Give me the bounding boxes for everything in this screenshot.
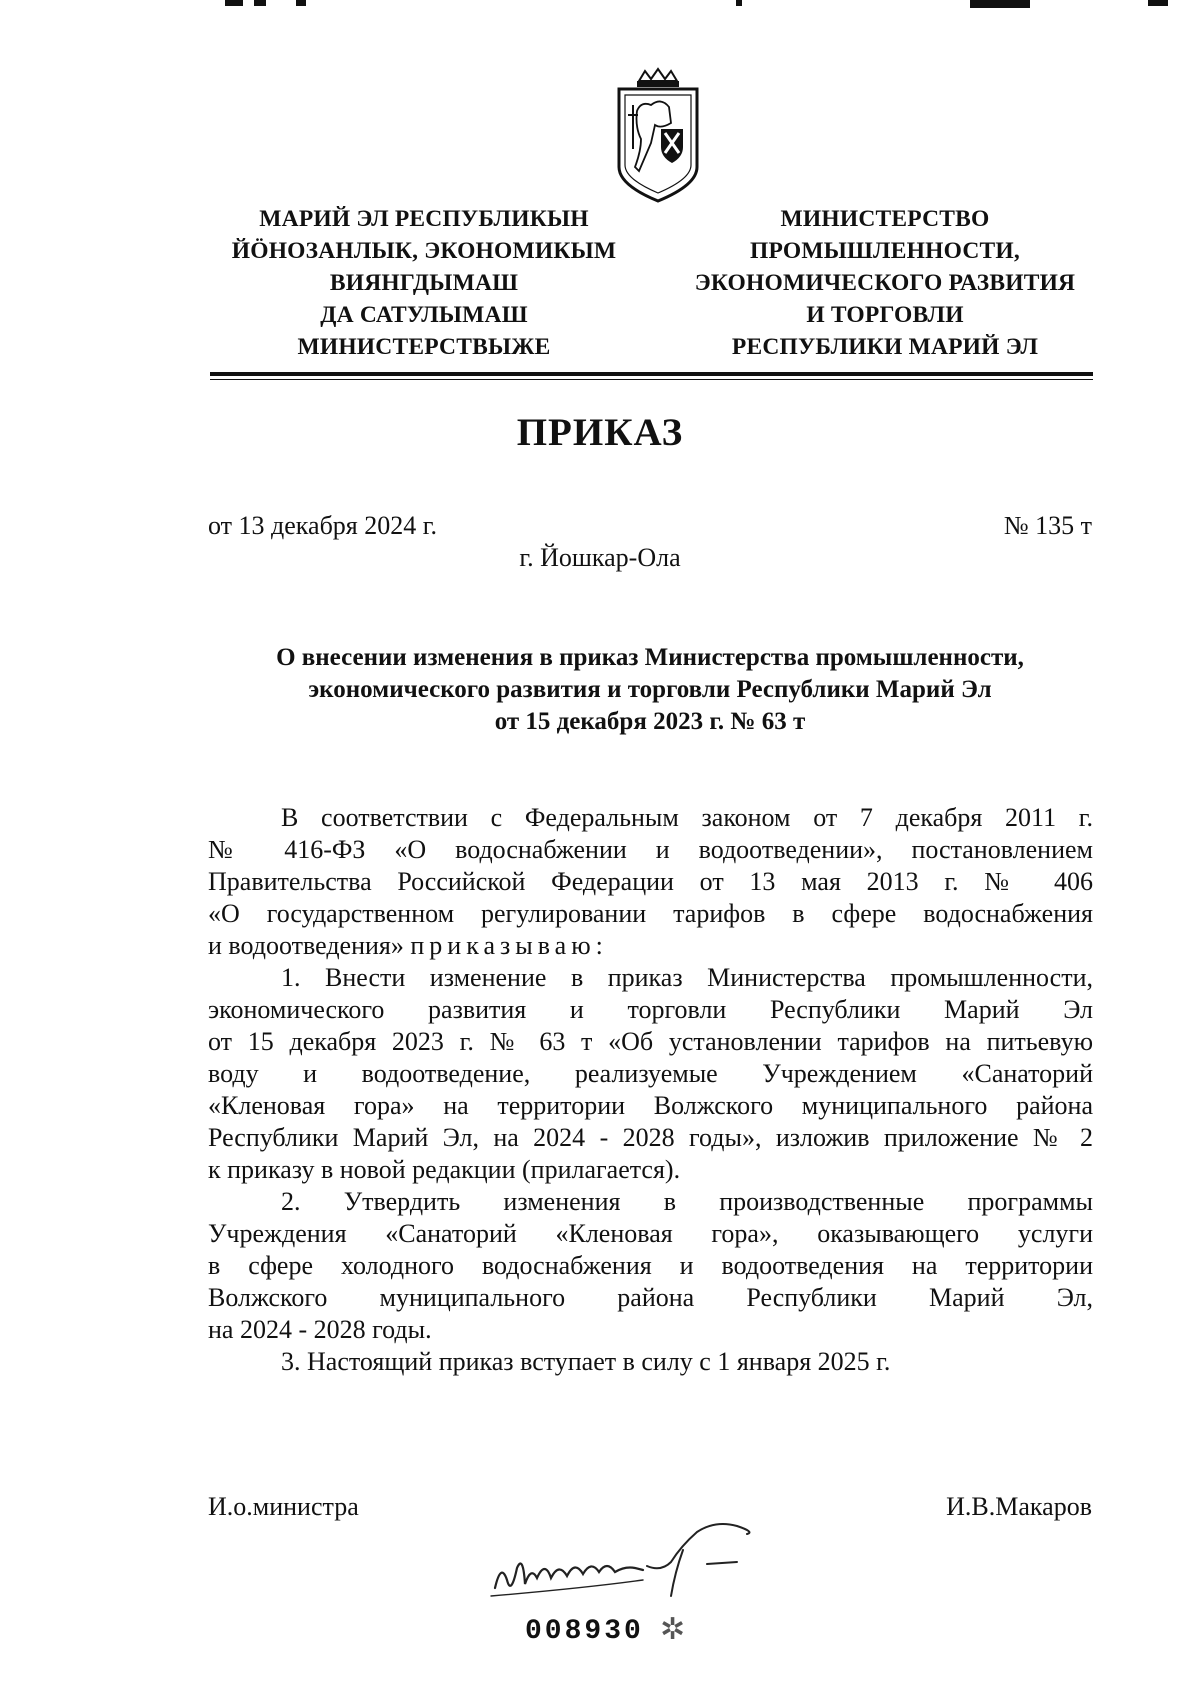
body-line: к приказу в новой редакции (прилагается).: [208, 1155, 681, 1184]
item-2-paragraph: [208, 1186, 1093, 1346]
header-line: ДА САТУЛЫМАШ: [320, 302, 528, 328]
body-line: 1. Внести изменение в приказ Министерства промышленности,: [281, 963, 1093, 992]
body-line: экономического развития и торговли Республики Марий Эл: [208, 995, 1093, 1024]
header-divider-thick: [210, 372, 1093, 376]
coat-of-arms-emblem: [611, 67, 705, 203]
header-line: МИНИСТЕРСТВО: [780, 206, 990, 232]
body-line: от 15 декабря 2023 г. № 63 т «Об установлении тарифов на питьевую: [208, 1027, 1093, 1056]
preamble-paragraph: [208, 802, 1093, 962]
signatory-name: И.В.Макаров: [946, 1492, 1092, 1521]
body-line: 2. Утвердить изменения в производственные программы: [281, 1187, 1093, 1216]
document-body: [208, 802, 1093, 1378]
subject-line: от 15 декабря 2023 г. № 63 т: [494, 708, 806, 735]
scan-artifact: [296, 0, 306, 6]
body-line: Учреждения «Санаторий «Кленовая гора», оказывающего услуги: [208, 1219, 1093, 1248]
header-line: ПРОМЫШЛЕННОСТИ,: [750, 238, 1020, 264]
body-line: «Кленовая гора» на территории Волжского муниципального района: [208, 1091, 1093, 1120]
subject-line: экономического развития и торговли Республики Марий Эл: [308, 676, 992, 703]
item-3-paragraph: [208, 1346, 1093, 1378]
header-line: ЭКОНОМИЧЕСКОГО РАЗВИТИЯ: [694, 270, 1076, 296]
document-date: от 13 декабря 2024 г.: [208, 511, 437, 540]
asterisk-mark-icon: ✲: [660, 1613, 686, 1646]
ministry-name-russian: [665, 203, 1105, 363]
signatory-role: И.о.министра: [208, 1492, 359, 1521]
scan-artifact: [254, 0, 266, 6]
document-subject: [150, 642, 1150, 738]
body-line: воду и водоотведение, реализуемые Учреждением «Санаторий: [208, 1059, 1093, 1088]
item-1-paragraph: [208, 962, 1093, 1186]
header-line: И ТОРГОВЛИ: [806, 302, 964, 328]
scan-artifact: [736, 0, 742, 6]
body-line: на 2024 - 2028 годы.: [208, 1315, 432, 1344]
header-line: ЙӦНОЗАНЛЫК, ЭКОНОМИКЫМ: [231, 238, 617, 264]
document-title: ПРИКАЗ: [516, 411, 684, 454]
handwritten-signature: [475, 1510, 805, 1610]
body-line: № 416-ФЗ «О водоснабжении и водоотведении», постановлением: [208, 835, 1093, 864]
ministry-name-mari: [204, 203, 644, 363]
subject-line: О внесении изменения в приказ Министерства промышленности,: [276, 644, 1024, 671]
serial-number: 008930: [525, 1616, 644, 1647]
header-line: МАРИЙ ЭЛ РЕСПУБЛИКЫН: [259, 206, 589, 232]
header-line: РЕСПУБЛИКИ МАРИЙ ЭЛ: [731, 334, 1039, 360]
scan-artifact: [970, 0, 1030, 8]
body-line: «О государственном регулировании тарифов в сфере водоснабжения: [208, 899, 1093, 928]
header-divider-thin: [210, 379, 1093, 380]
document-city: г. Йошкар-Ола: [519, 543, 681, 572]
header-line: ВИЯНГДЫМАШ: [329, 270, 519, 296]
body-line: В соответствии с Федеральным законом от 7 декабря 2011 г.: [281, 803, 1093, 832]
scan-artifact: [225, 0, 243, 6]
body-line: 3. Настоящий приказ вступает в силу с 1 января 2025 г.: [281, 1347, 891, 1376]
scan-artifact: [1148, 0, 1168, 6]
body-line: Волжского муниципального района Республики Марий Эл,: [208, 1283, 1093, 1312]
document-number: № 135 т: [1003, 511, 1092, 540]
header-line: МИНИСТЕРСТВЫЖЕ: [297, 334, 551, 360]
order-word: приказываю:: [410, 931, 608, 960]
body-line: [208, 930, 1093, 962]
body-line: в сфере холодного водоснабжения и водоотведения на территории: [208, 1251, 1093, 1280]
body-line: Правительства Российской Федерации от 13 мая 2013 г. № 406: [208, 867, 1093, 896]
body-line: Республики Марий Эл, на 2024 - 2028 годы», изложив приложение № 2: [208, 1123, 1093, 1152]
preamble-tail: и водоотведения»: [208, 931, 404, 960]
